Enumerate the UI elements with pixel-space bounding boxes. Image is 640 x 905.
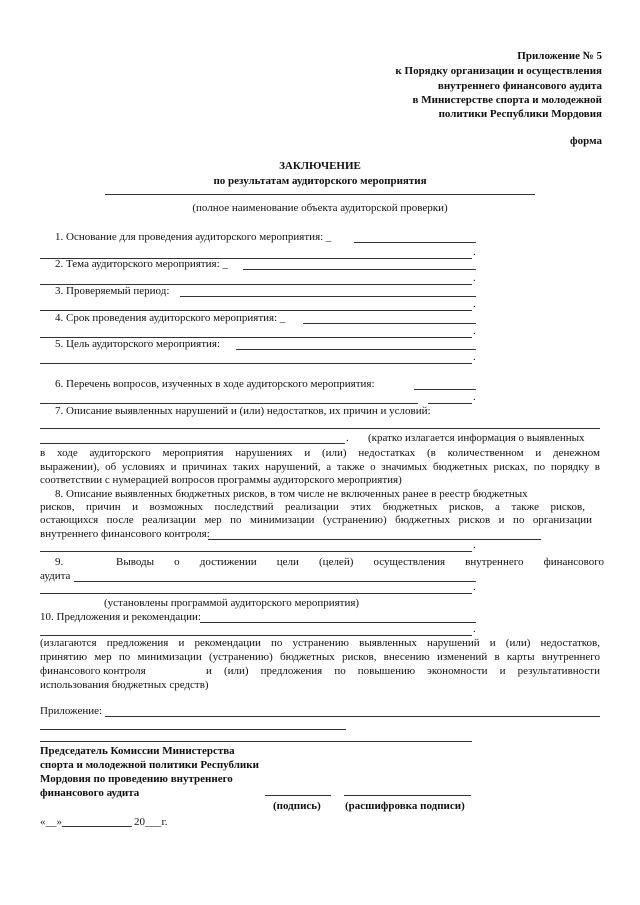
violations-note: (кратко излагается информация о выявленных — [368, 432, 585, 444]
violations-note: соответствии с нумерацией вопросов программы аудиторского мероприятия) — [40, 474, 402, 486]
recommendations-note: (излагаются предложения и рекомендации по устранению выявленных нарушений и (или) недостатков, — [40, 637, 600, 649]
fill-line — [40, 443, 345, 444]
date-day: «__» — [40, 816, 62, 828]
recommendations-note: финансового контроля — [40, 665, 146, 677]
signature-decode-line — [344, 795, 471, 796]
document-subtitle: по результатам аудиторского мероприятия — [213, 175, 427, 187]
fill-line — [40, 729, 346, 730]
item-risks: 8. Описание выявленных бюджетных рисков, в том числе не включенных ранее в реестр бюджетных — [55, 488, 528, 500]
signatory-title: Председатель Комиссии Министерства — [40, 745, 235, 757]
recommendations-note: использования бюджетных средств) — [40, 679, 209, 691]
fill-line — [40, 635, 472, 636]
fill-line — [236, 349, 476, 350]
attachment-label: Приложение: — [40, 705, 103, 717]
fill-line — [40, 741, 472, 742]
item-topic: 2. Тема аудиторского мероприятия: _ — [55, 258, 228, 270]
item-recommendations: 10. Предложения и рекомендации: — [40, 611, 201, 623]
item-conclusions-number: 9. — [55, 556, 64, 568]
item-basis: 1. Основание для проведения аудиторского мероприятия: _ — [55, 231, 332, 243]
fill-line — [40, 363, 472, 364]
signature-hint: (подпись) — [273, 800, 321, 812]
fill-line — [40, 428, 600, 429]
fill-line — [105, 716, 600, 717]
fill-line — [74, 581, 476, 582]
fill-line — [428, 403, 472, 404]
signatory-title: спорта и молодежной политики Республики — [40, 759, 259, 771]
object-name-line — [105, 194, 535, 195]
violations-note: в ходе аудиторского мероприятия нарушениях и (или) недостатках (в количественном и денежном — [40, 447, 600, 459]
violations-note: выражении), об условиях и причинах таких нарушений, а также о значимых бюджетных рисках, по порядку в — [40, 461, 600, 473]
signature-decode-hint: (расшифровка подписи) — [345, 800, 465, 812]
appendix-number: Приложение № 5 — [517, 50, 602, 62]
fill-line — [40, 593, 472, 594]
item-conclusions: Выводы о достижении цели (целей) осуществления внутреннего финансового — [116, 556, 604, 568]
item-risks-text: рисков, причин и возможных последствий реализации этих бюджетных рисков, а также рисков, — [40, 501, 585, 513]
signatory-title: Мордовия по проведению внутреннего — [40, 773, 233, 785]
item-period: 3. Проверяемый период: — [55, 285, 170, 297]
item-violations: 7. Описание выявленных нарушений и (или) недостатков, их причин и условий: — [55, 405, 431, 417]
signature-line — [265, 795, 331, 796]
fill-line — [303, 323, 476, 324]
fill-line — [354, 242, 476, 243]
fill-line — [208, 539, 541, 540]
fill-line — [40, 403, 418, 404]
conclusions-note: (установлены программой аудиторского мероприятия) — [104, 597, 360, 609]
fill-line — [414, 389, 476, 390]
item-risks-text: внутреннего финансового контроля: — [40, 528, 210, 540]
signatory-title: финансового аудита — [40, 787, 140, 799]
item-risks-text: остающихся после реализации мер по минимизации (устранению) бюджетных рисков и по организации — [40, 514, 592, 526]
item-conclusions-text: аудита — [40, 570, 71, 582]
recommendations-note: и (или) предложения по повышению экономности и результативности — [206, 665, 600, 677]
fill-line — [40, 310, 472, 311]
fill-line — [40, 551, 472, 552]
item-questions: 6. Перечень вопросов, изученных в ходе аудиторского мероприятия: — [55, 378, 375, 390]
date-year: 20___г. — [134, 816, 168, 828]
fill-line — [180, 296, 476, 297]
item-term: 4. Срок проведения аудиторского мероприятия: _ — [55, 312, 286, 324]
appendix-ref-line: внутреннего финансового аудита — [437, 80, 602, 92]
date-month-line — [62, 826, 132, 827]
appendix-ref-line: в Министерстве спорта и молодежной — [412, 94, 602, 106]
form-label: форма — [570, 135, 602, 147]
appendix-ref-line: политики Республики Мордовия — [438, 108, 602, 120]
fill-line — [200, 622, 476, 623]
appendix-ref-line: к Порядку организации и осуществления — [395, 65, 602, 77]
fill-line — [243, 269, 476, 270]
recommendations-note: принятию мер по минимизации (устранению) бюджетных рисков, внесению изменений в карты внутреннего — [40, 651, 600, 663]
item-goal: 5. Цель аудиторского мероприятия: — [55, 338, 220, 350]
document-title: ЗАКЛЮЧЕНИЕ — [279, 160, 361, 172]
object-name-hint: (полное наименование объекта аудиторской проверки) — [192, 202, 448, 214]
